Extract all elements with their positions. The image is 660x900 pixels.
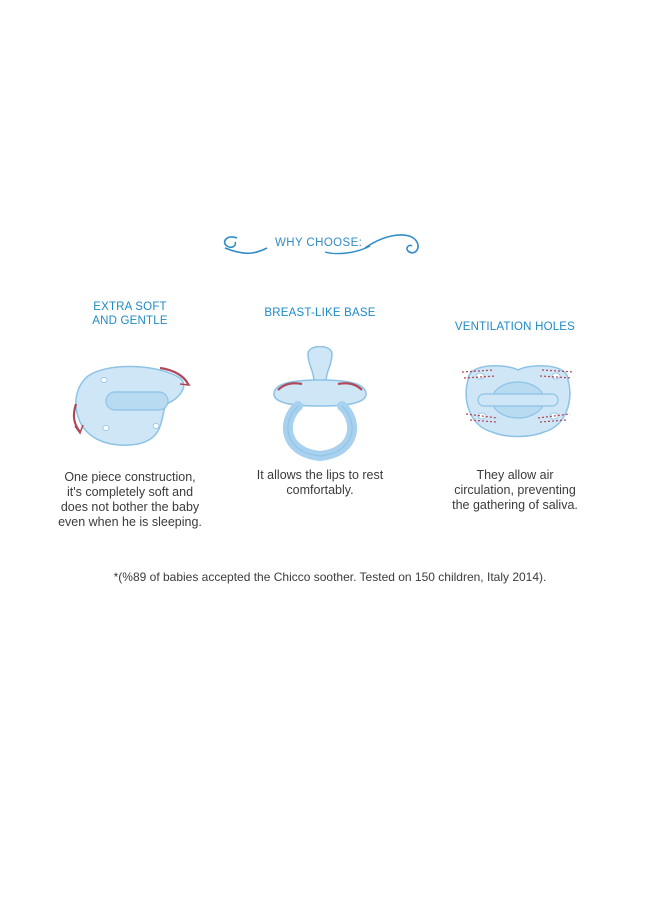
footnote: *(%89 of babies accepted the Chicco soother. Tested on 150 children, Italy 2014). [113, 570, 547, 584]
feature-description: They allow air circulation, preventing the gathering of saliva. [452, 468, 578, 512]
why-choose-header [215, 228, 430, 268]
feature-ventilation-holes [415, 320, 615, 334]
feature-description: It allows the lips to rest comfortably. [256, 468, 384, 497]
feature-extra-soft [30, 300, 230, 328]
feature-title: EXTRA SOFT AND GENTLE [92, 301, 168, 327]
feature-breast-like-base [220, 306, 420, 320]
pacifier-front-view-icon [268, 346, 372, 462]
pacifier-ventilation-icon [458, 360, 578, 440]
feature-description: One piece construction, it's completely soft and does not bother the baby even when he is sleeping. [58, 470, 202, 529]
feature-title: VENTILATION HOLES [454, 321, 576, 333]
pacifier-side-view-icon [68, 360, 193, 450]
header-title: WHY CHOOSE: [275, 237, 363, 249]
feature-title: BREAST-LIKE BASE [264, 307, 376, 319]
